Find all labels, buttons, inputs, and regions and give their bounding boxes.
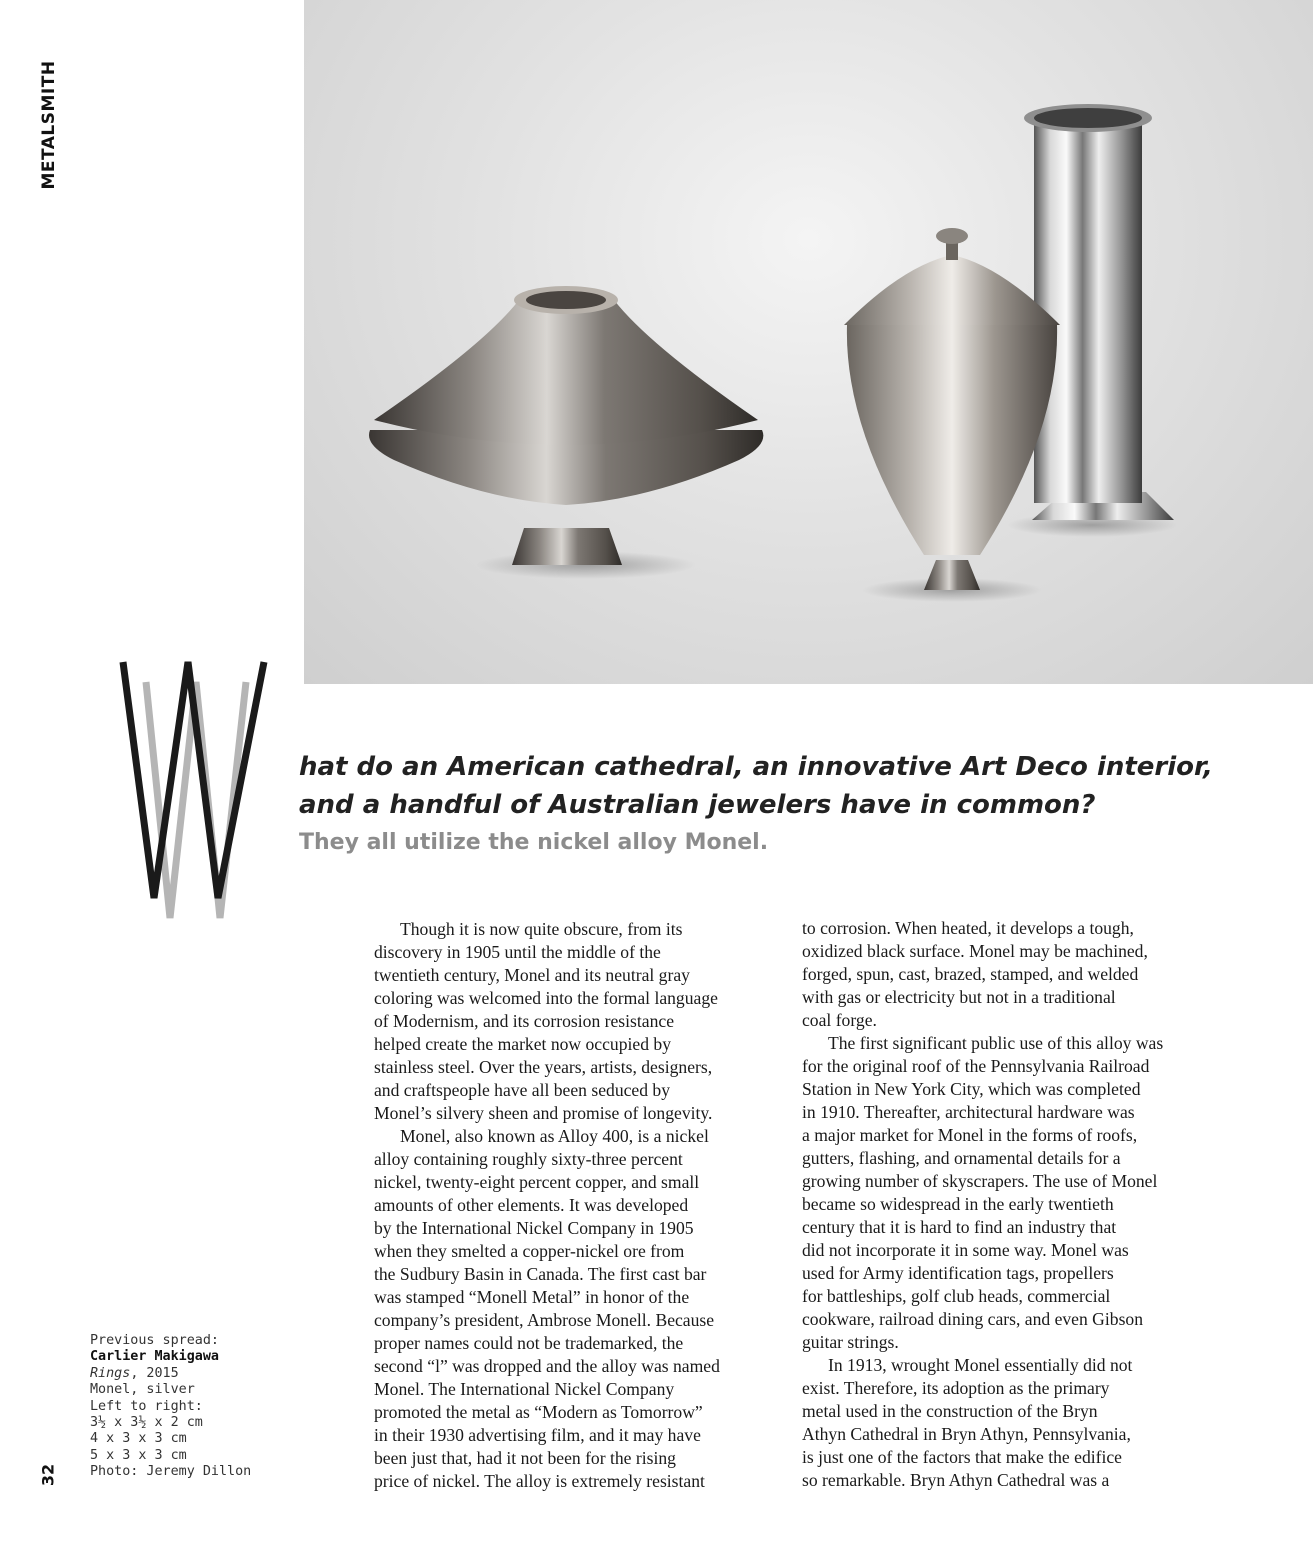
body-line: became so widespread in the early twentieth [802,1194,1114,1214]
body-line: in 1910. Thereafter, architectural hardware was [802,1102,1135,1122]
body-line: by the International Nickel Company in 1905 [374,1218,694,1238]
body-line: cookware, railroad dining cars, and even Gibson [802,1309,1144,1329]
body-line: did not incorporate it in some way. Monel was [802,1240,1129,1260]
body-line: been just that, had it not been for the rising [374,1448,676,1468]
body-line: twentieth century, Monel and its neutral gray [374,965,690,985]
caption-line: Previous spread: [90,1333,219,1348]
body-line: company’s president, Ambrose Monell. Because [374,1310,715,1330]
body-line: gutters, flashing, and ornamental details for a [802,1148,1121,1168]
headline-line-1: hat do an American cathedral, an innovative Art Deco interior, [299,752,1213,782]
body-line: Though it is now quite obscure, from its [400,919,683,939]
body-line: nickel, twenty-eight percent copper, and small [374,1172,700,1192]
caption-artist: Carlier Makigawa [90,1349,219,1365]
caption-photo-credit: Photo: Jeremy Dillon [90,1464,252,1480]
magazine-label-text: METALSMITH [39,60,59,190]
body-line: to corrosion. When heated, it develops a tough, [802,918,1134,938]
headline-line-2: and a handful of Australian jewelers have in common? [299,790,1096,820]
body-line: second “l” was dropped and the alloy was named [374,1356,720,1376]
magazine-label [38,60,60,190]
photo-caption [90,1333,300,1481]
body-line: metal used in the construction of the Bryn [802,1401,1098,1421]
caption-material: Monel, silver [90,1382,195,1398]
dropcap-letter: W [118,660,119,661]
caption-title-line [90,1366,300,1382]
body-line: with gas or electricity but not in a traditional [802,987,1116,1007]
dropcap-w [118,660,293,922]
body-line: when they smelted a copper-nickel ore from [374,1241,685,1261]
body-line: Monel, also known as Alloy 400, is a nickel [400,1126,709,1146]
body-line: in their 1930 advertising film, and it may have [374,1425,701,1445]
caption-dimension: 4 x 3 x 3 cm [90,1431,187,1447]
monel-vessels-illustration [304,0,1313,684]
caption-year: , 2015 [130,1365,179,1381]
body-line: Monel’s silvery sheen and promise of longevity. [374,1103,713,1123]
body-column-left [374,918,759,1493]
body-line: coal forge. [802,1010,877,1030]
body-line: growing number of skyscrapers. The use of Monel [802,1171,1158,1191]
body-line: coloring was welcomed into the formal language [374,988,718,1008]
body-column-right [802,917,1187,1492]
body-line: so remarkable. Bryn Athyn Cathedral was a [802,1470,1110,1490]
caption-dimension: 3½ x 3½ x 2 cm [90,1415,203,1431]
body-line: forged, spun, cast, brazed, stamped, and welded [802,964,1139,984]
body-line: for the original roof of the Pennsylvania Railroad [802,1056,1150,1076]
caption-order: Left to right: [90,1398,203,1414]
body-line: used for Army identification tags, propellers [802,1263,1114,1283]
headline [299,748,1213,824]
body-line: amounts of other elements. It was developed [374,1195,689,1215]
body-line: promoted the metal as “Modern as Tomorrow” [374,1402,703,1422]
body-line: of Modernism, and its corrosion resistance [374,1011,675,1031]
body-line: helped create the market now occupied by [374,1034,672,1054]
body-line: proper names could not be trademarked, the [374,1333,684,1353]
body-line: Monel. The International Nickel Company [374,1379,675,1399]
hero-photo [304,0,1313,684]
body-line: was stamped “Monell Metal” in honor of the [374,1287,690,1307]
body-line: The first significant public use of this alloy was [828,1033,1164,1053]
page-number-text: 32 [38,1463,58,1487]
body-line: In 1913, wrought Monel essentially did not [828,1355,1133,1375]
body-line: Athyn Cathedral in Bryn Athyn, Pennsylvania, [802,1424,1131,1444]
body-line: century that it is hard to find an industry that [802,1217,1117,1237]
caption-dimension: 5 x 3 x 3 cm [90,1447,187,1463]
body-line: a major market for Monel in the forms of roofs, [802,1125,1138,1145]
body-line: is just one of the factors that make the edifice [802,1447,1122,1467]
body-line: exist. Therefore, its adoption as the primary [802,1378,1110,1398]
body-line: for battleships, golf club heads, commercial [802,1286,1111,1306]
body-line: price of nickel. The alloy is extremely resistant [374,1471,705,1491]
body-line: guitar strings. [802,1332,899,1352]
caption-title: Rings [90,1365,131,1381]
page-number [36,1455,60,1495]
body-line: the Sudbury Basin in Canada. The first cast bar [374,1264,707,1284]
body-line: Station in New York City, which was completed [802,1079,1141,1099]
body-line: and craftspeople have all been seduced by [374,1080,671,1100]
body-line: alloy containing roughly sixty-three percent [374,1149,683,1169]
body-line: oxidized black surface. Monel may be machined, [802,941,1148,961]
body-line: stainless steel. Over the years, artists, designers, [374,1057,713,1077]
subhead: They all utilize the nickel alloy Monel. [299,830,769,855]
body-line: discovery in 1905 until the middle of the [374,942,661,962]
